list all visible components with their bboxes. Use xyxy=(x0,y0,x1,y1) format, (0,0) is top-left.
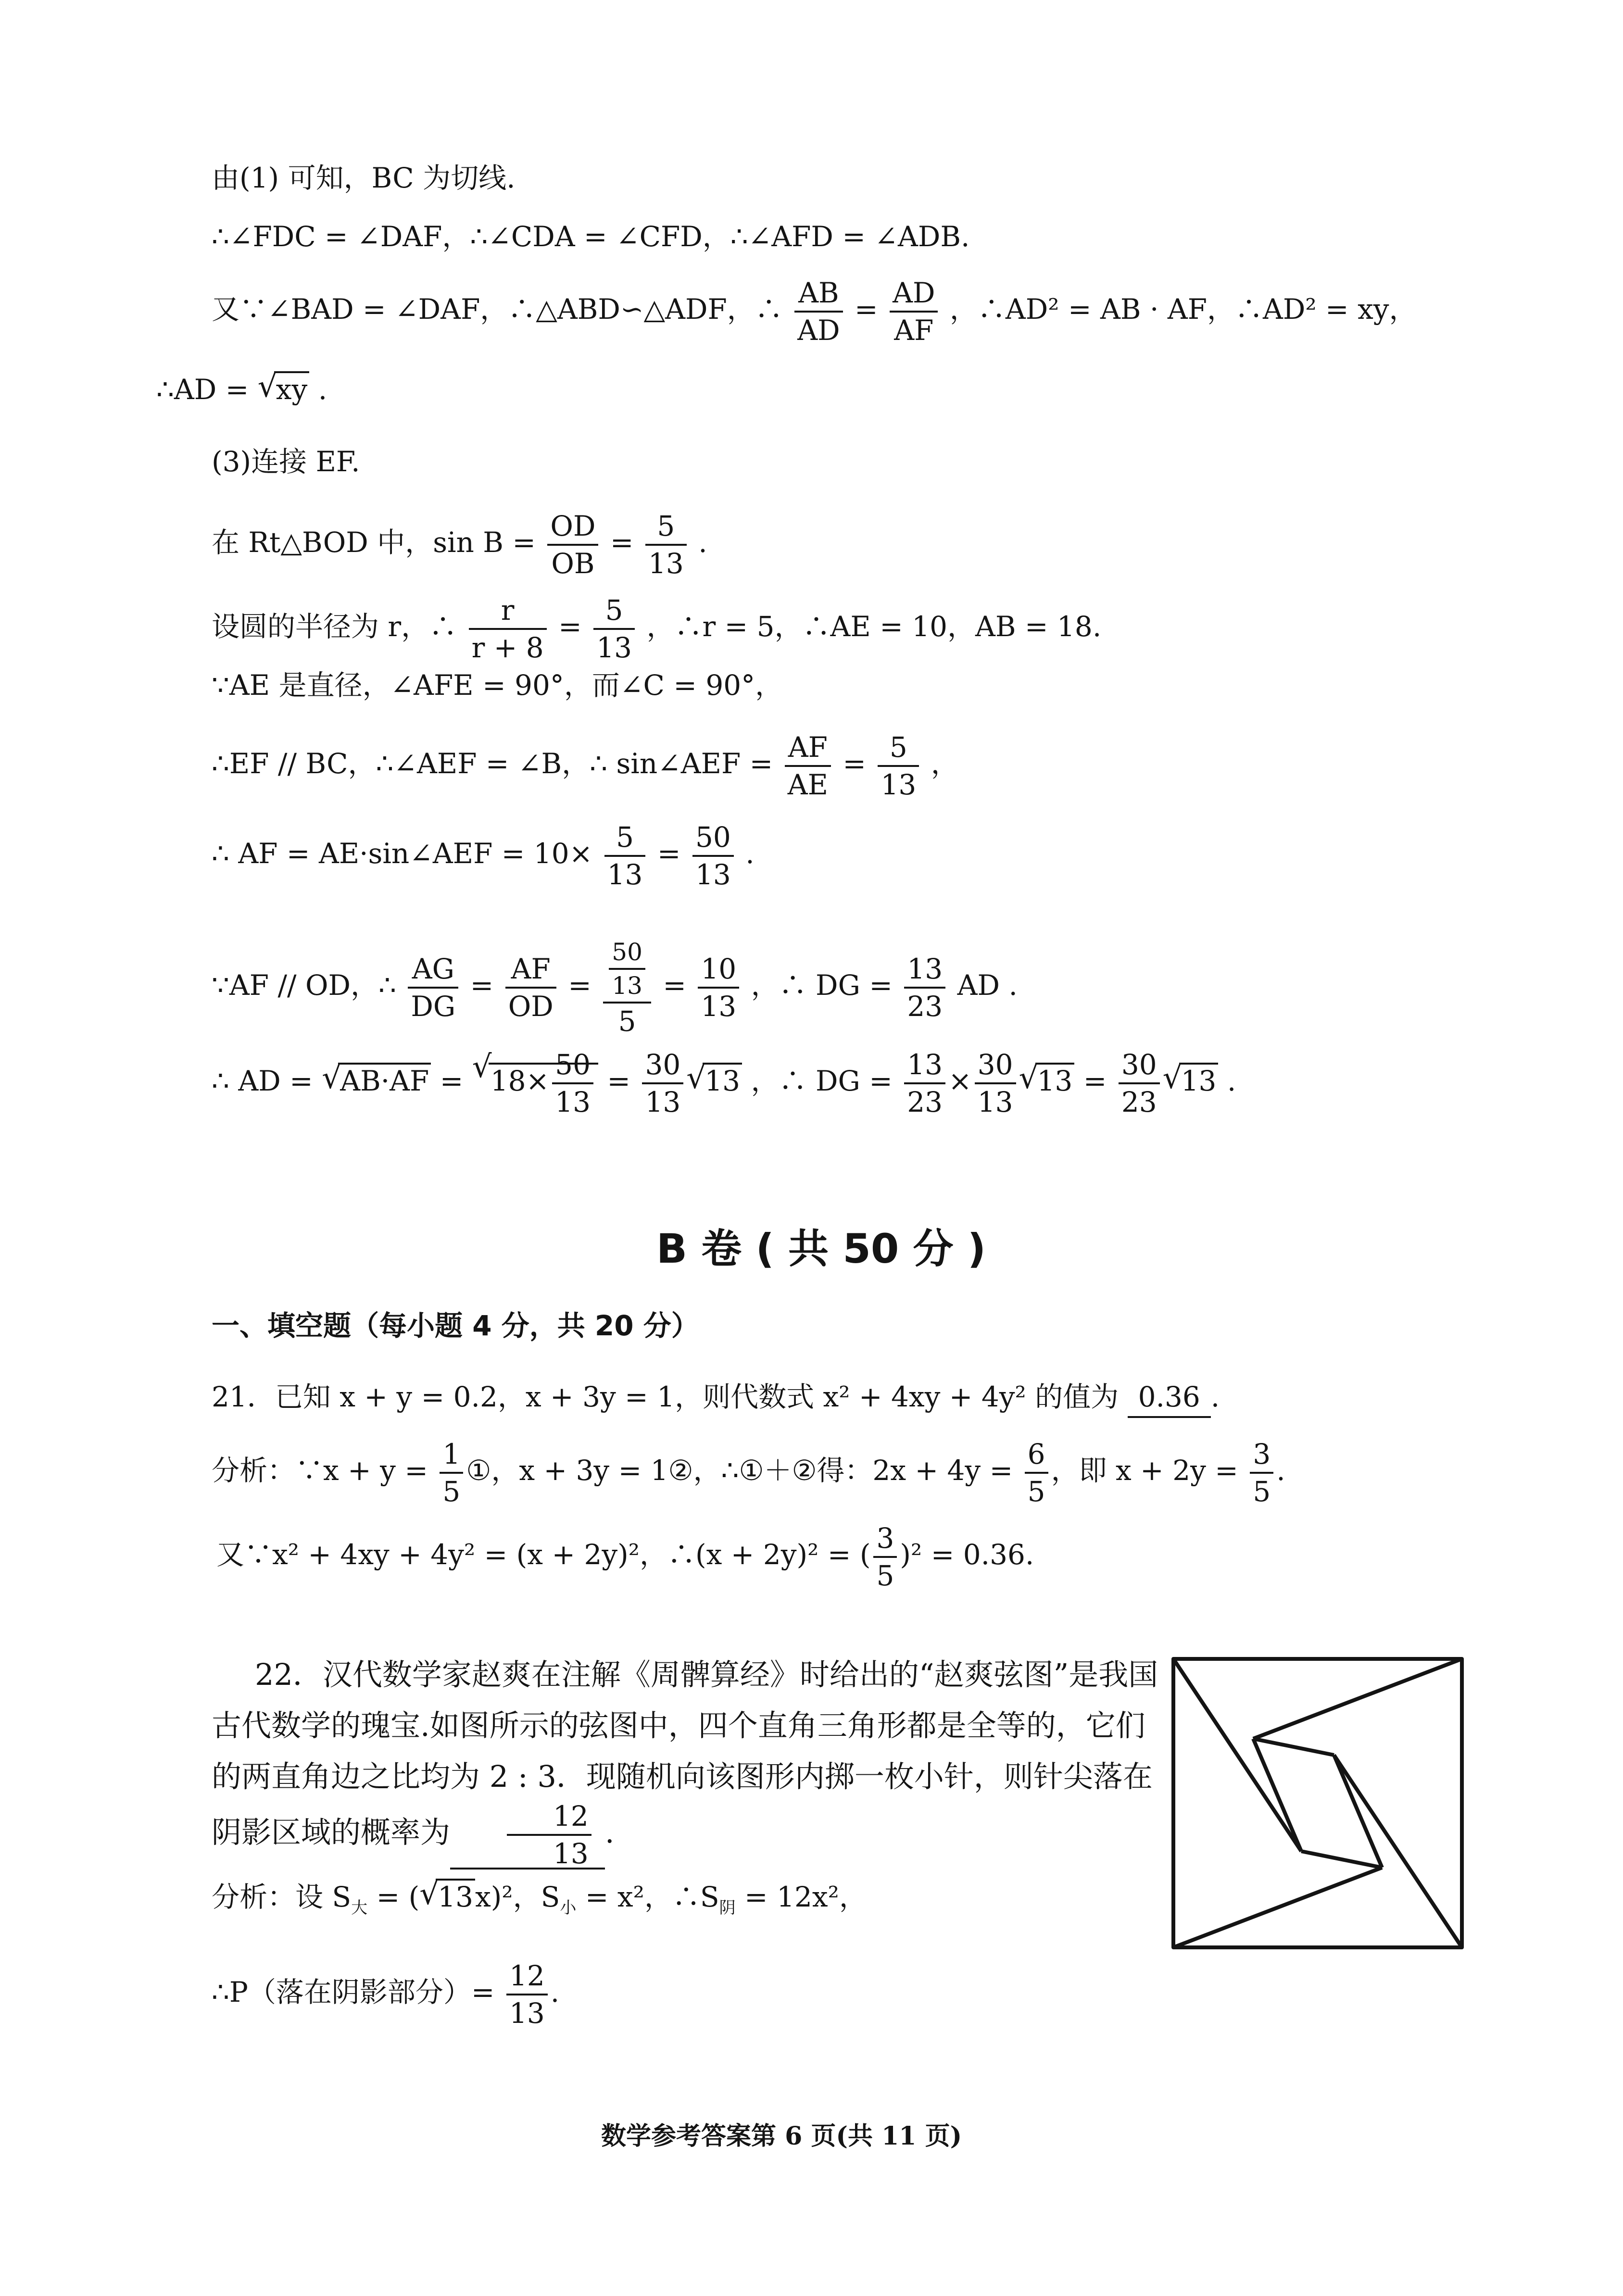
answer-blank: $\frac{12}{13}$ xyxy=(450,1802,605,1869)
answer-blank: 0.36 xyxy=(1128,1378,1211,1418)
analysis-22-line: ∴P（落在阴影部分）= $\frac{12}{13}$ . xyxy=(212,1959,560,2030)
triangle-hypotenuse xyxy=(1173,1868,1382,1947)
solution-line: 在 Rt△BOD 中，sin B = $\frac{OD}{OB}$ = $\frac{5}{13}$ . xyxy=(212,510,707,580)
part-b-heading: B 卷 ( 共 50 分 ) xyxy=(656,1225,986,1272)
solution-line: 由(1) 可知，BC 为切线. xyxy=(212,162,516,194)
solution-line: ∴EF // BC，∴∠AEF = ∠B，∴ sin∠AEF = $\frac{AF}{AE}$ = $\frac{5}{13}$ ， xyxy=(212,731,959,801)
solution-line: ∴AD = √ xy . xyxy=(156,370,327,409)
solution-line: 设圆的半径为 r，∴ $\frac{r}{r + 8}$ = $\frac{5}{13}$ ，∴r = 5，∴AE = 10，AB = 18. xyxy=(212,594,1102,664)
zhao-shuang-figure xyxy=(1169,1654,1505,1981)
triangle-hypotenuse xyxy=(1173,1659,1301,1851)
section-heading: 一、填空题（每小题 4 分，共 20 分） xyxy=(212,1309,699,1342)
question-22: 22．汉代数学家赵爽在注解《周髀算经》时给出的“赵爽弦图”是我国古代数学的瑰宝.如图所示的弦图中，四个直角三角形都是全等的，它们的两直角边之比均为 2 : 3．现随机向该图形内掷一枚小针，则针尖落在阴影区域的概率为 $\frac{12}{13}$ . xyxy=(212,1657,1158,1870)
triangle-hypotenuse xyxy=(1253,1659,1462,1739)
solution-line: (3)连接 EF. xyxy=(212,445,360,478)
solution-line: ∴ AF = AE·sin∠AEF = 10× $\frac{5}{13}$ = $\frac{50}{13}$ . xyxy=(212,821,755,891)
analysis-21-line: 又∵x² + 4xy + 4y² = (x + 2y)²，∴(x + 2y)² = ( $\frac{3}{5}$ )² = 0.36. xyxy=(216,1522,1034,1592)
analysis-21-line: 分析：∵x + y = $\frac{1}{5}$ ①，x + 3y = 1②，∴①＋②得：2x + 4y = $\frac{6}{5}$ ，即 x + 2y = $\frac{3}{5}$ . xyxy=(212,1438,1285,1508)
triangle-hypotenuse xyxy=(1334,1755,1462,1947)
solution-line: ∴ AD = √ AB·AF = √ 18× $\frac{50}{13}$ = $\frac{30}{13}$ √ 13 ，∴ DG = $\frac{13}{23}$ × $\frac{30}{13}$ √ 13 = $\frac{30}{23}$ √ 13 . xyxy=(212,1051,1236,1116)
solution-line: ∵AE 是直径，∠AFE = 90°，而∠C = 90°， xyxy=(212,669,783,702)
solution-line: 又∵∠BAD = ∠DAF，∴△ABD∽△ADF，∴ $\frac{AB}{AD}$ = $\frac{AD}{AF}$ ，∴AD² = AB · AF，∴AD² = xy， xyxy=(212,276,1417,347)
solution-line: ∴∠FDC = ∠DAF，∴∠CDA = ∠CFD，∴∠AFD = ∠ADB. xyxy=(212,220,970,253)
page-footer: 数学参考答案第 6 页(共 11 页) xyxy=(601,2121,962,2151)
solution-line: ∵AF // OD，∴ $\frac{AG}{DG}$ = $\frac{AF}{OD}$ = $\frac{\frac{50}{13}}{5}$ = $\frac{10}{13}$ ，∴ DG = $\frac{13}{23}$ AD . xyxy=(212,938,1018,1038)
analysis-22-line: 分析：设 $S_大$ = (√ 13x)²，$S_小 = x^2$，$\therefore S_阴 = 12x^2$， xyxy=(212,1878,867,1927)
outer-square xyxy=(1173,1659,1462,1947)
question-21: 21．已知 x + y = 0.2，x + 3y = 1，则代数式 x² + 4xy + 4y² 的值为 0.36 . xyxy=(212,1378,1220,1418)
